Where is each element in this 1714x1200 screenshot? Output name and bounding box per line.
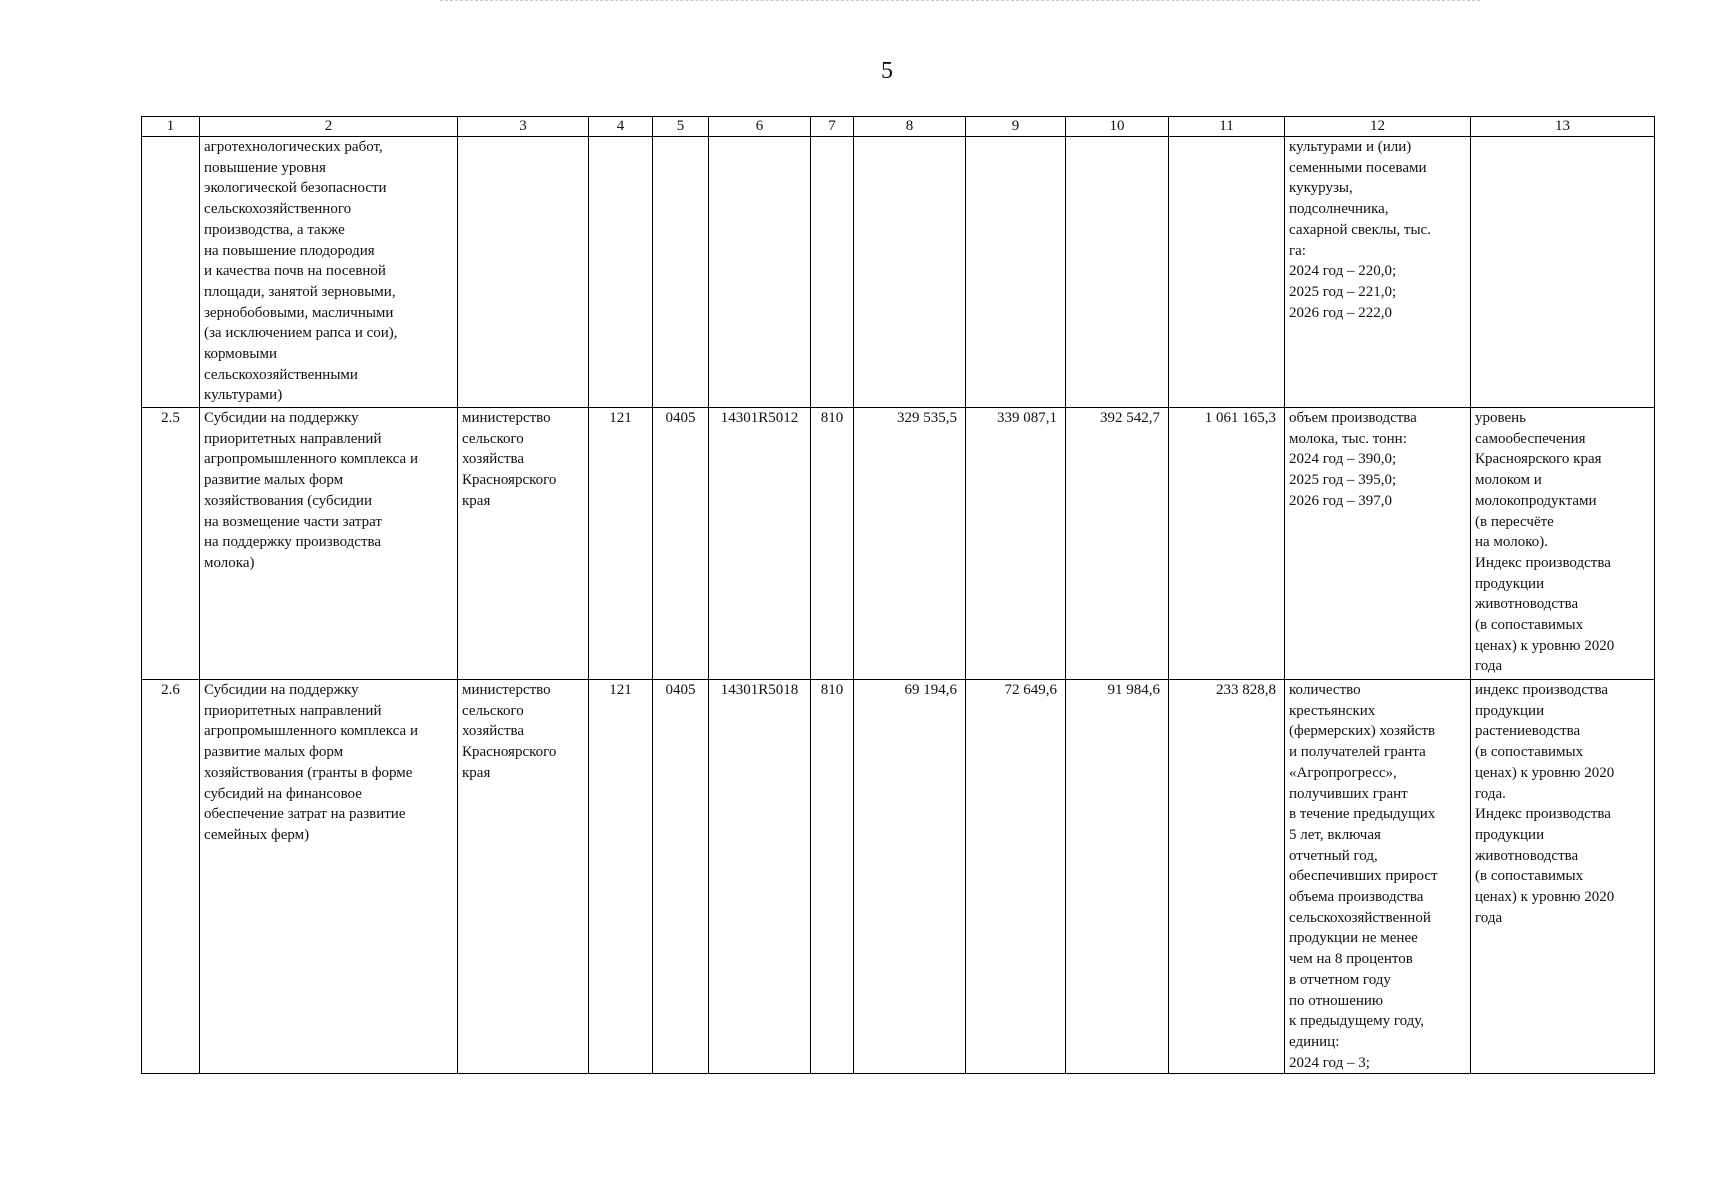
amount-cell bbox=[966, 137, 1066, 408]
indicator-cell: объем производства молока, тыс. тонн: 2024 год – 390,0; 2025 год – 395,0; 2026 год – 397,0 bbox=[1285, 408, 1471, 680]
amount-cell: 91 984,6 bbox=[1066, 680, 1169, 1074]
budget-code-cell: 0405 bbox=[653, 680, 709, 1074]
page-number: 5 bbox=[881, 58, 893, 84]
total-cell: 233 828,8 bbox=[1169, 680, 1285, 1074]
measure-name-cell: агротехнологических работ, повышение уровня экологической безопасности сельскохозяйственного производства, а также на повышение плодородия и качества почв на посевной площади, занятой зерновыми, зернобобовыми, масличными (за исключением рапса и сои), кормовыми сельскохозяйственными культурами) bbox=[200, 137, 458, 408]
header-cell: 13 bbox=[1471, 117, 1655, 137]
budget-code-cell: 121 bbox=[589, 408, 653, 680]
budget-code-cell bbox=[709, 137, 811, 408]
header-cell: 12 bbox=[1285, 117, 1471, 137]
row-number-cell: 2.6 bbox=[142, 680, 200, 1074]
measure-name-cell: Субсидии на поддержку приоритетных направлений агропромышленного комплекса и развитие малых форм хозяйствования (субсидии на возмещение части затрат на поддержку производства молока) bbox=[200, 408, 458, 680]
column-number-header bbox=[142, 117, 1655, 137]
header-cell: 7 bbox=[811, 117, 854, 137]
amount-cell: 329 535,5 bbox=[854, 408, 966, 680]
table-row bbox=[142, 137, 1655, 408]
header-cell: 1 bbox=[142, 117, 200, 137]
header-cell: 6 bbox=[709, 117, 811, 137]
executor-cell: министерство сельского хозяйства Красноярского края bbox=[458, 680, 589, 1074]
indicator-cell: культурами и (или) семенными посевами кукурузы, подсолнечника, сахарной свеклы, тыс. га: 2024 год – 220,0; 2025 год – 221,0; 2026 год – 222,0 bbox=[1285, 137, 1471, 408]
amount-cell: 72 649,6 bbox=[966, 680, 1066, 1074]
amount-cell bbox=[1066, 137, 1169, 408]
program-table bbox=[141, 116, 1655, 1074]
budget-code-cell: 810 bbox=[811, 408, 854, 680]
amount-cell: 69 194,6 bbox=[854, 680, 966, 1074]
budget-code-cell: 121 bbox=[589, 680, 653, 1074]
header-cell: 4 bbox=[589, 117, 653, 137]
table-row bbox=[142, 680, 1655, 1074]
header-cell: 8 bbox=[854, 117, 966, 137]
row-number-cell: 2.5 bbox=[142, 408, 200, 680]
budget-code-cell bbox=[653, 137, 709, 408]
executor-cell: министерство сельского хозяйства Красноярского края bbox=[458, 408, 589, 680]
goal-cell: уровень самообеспечения Красноярского края молоком и молокопродуктами (в пересчёте на молоко). Индекс производства продукции животноводства (в сопоставимых ценах) к уровню 2020 года bbox=[1471, 408, 1655, 680]
table-row bbox=[142, 408, 1655, 680]
budget-code-cell bbox=[589, 137, 653, 408]
budget-code-cell: 0405 bbox=[653, 408, 709, 680]
header-cell: 10 bbox=[1066, 117, 1169, 137]
goal-cell bbox=[1471, 137, 1655, 408]
budget-code-cell: 810 bbox=[811, 680, 854, 1074]
header-cell: 5 bbox=[653, 117, 709, 137]
executor-cell bbox=[458, 137, 589, 408]
total-cell: 1 061 165,3 bbox=[1169, 408, 1285, 680]
budget-code-cell: 14301R5012 bbox=[709, 408, 811, 680]
amount-cell: 339 087,1 bbox=[966, 408, 1066, 680]
budget-code-cell: 14301R5018 bbox=[709, 680, 811, 1074]
measure-name-cell: Субсидии на поддержку приоритетных направлений агропромышленного комплекса и развитие малых форм хозяйствования (гранты в форме субсидий на финансовое обеспечение затрат на развитие семейных ферм) bbox=[200, 680, 458, 1074]
header-cell: 9 bbox=[966, 117, 1066, 137]
amount-cell bbox=[854, 137, 966, 408]
indicator-cell: количество крестьянских (фермерских) хозяйств и получателей гранта «Агропрогресс», получивших грант в течение предыдущих 5 лет, включая отчетный год, обеспечивших прирост объема производства сельскохозяйственной продукции не менее чем на 8 процентов в отчетном году по отношению к предыдущему году, единиц: 2024 год – 3; bbox=[1285, 680, 1471, 1074]
total-cell bbox=[1169, 137, 1285, 408]
header-cell: 2 bbox=[200, 117, 458, 137]
amount-cell: 392 542,7 bbox=[1066, 408, 1169, 680]
page-top-rule bbox=[440, 0, 1480, 1]
goal-cell: индекс производства продукции растениеводства (в сопоставимых ценах) к уровню 2020 года. Индекс производства продукции животноводства (в сопоставимых ценах) к уровню 2020 года bbox=[1471, 680, 1655, 1074]
budget-code-cell bbox=[811, 137, 854, 408]
row-number-cell bbox=[142, 137, 200, 408]
header-cell: 3 bbox=[458, 117, 589, 137]
header-cell: 11 bbox=[1169, 117, 1285, 137]
